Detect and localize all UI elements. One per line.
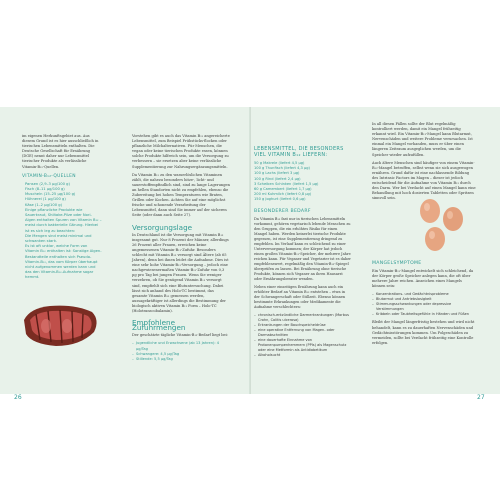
paragraph: Neben einer einseitigen Ernährung kann auch ein erhöhter Bedarf an Vitamin B₁₂ entstehen – etwa in der Schwangerschaft oder Stillzeit. Ebenso können bestimmte Erkrankungen oder Medikamente die Aufnahme verschlechtern: xyxy=(254,284,346,309)
steak-image xyxy=(20,290,100,355)
list-item: Die Mengen sind meist minimal und schwanken stark. xyxy=(25,233,92,243)
list-item: – Erkrankungen der Bauchspeicheldrüse xyxy=(254,323,351,328)
paragraph: Ein Vitamin-B₁₂-Mangel entwickelt sich schleichend, da der Körper große Speicher anlegen kann, die oft über mehrere Jahre reichen. Anzeichen eines Mangels können sein: xyxy=(372,269,474,289)
list-item: – chronisch-entzündliche Darmerkrankungen (Morbus Crohn, Colitis ulcerosa) xyxy=(254,313,351,323)
list-item: Käse (1–2 µg/100 g) xyxy=(25,202,63,207)
list-item: – eine operative Entfernung von Magen- oder Darmabschnitten xyxy=(254,328,351,338)
food-list xyxy=(254,161,351,203)
heading-zufuhrmengen: Empfohlene Zufuhrmengen xyxy=(132,318,186,333)
list-item: 50 g Makrele (liefert 4,5 µg) xyxy=(254,161,305,165)
right-page xyxy=(250,107,500,401)
heading-besonderer-bedarf: BESONDERER BEDARF xyxy=(254,208,311,214)
heading-mangelsymptome: MANGELSYMPTOME xyxy=(372,261,422,266)
list-item: 3 Scheiben Schinken (liefert 1,5 µg) xyxy=(254,181,319,186)
list-item: Einige pflanzliche Produkte wie Sauerkraut, Shiitake-Pilze oder Nori-Algen enthalten Spuren von Vitamin B₁₂ – meist durch bakterielle Gärung. Hierbei ist es sich leg zu beachten: xyxy=(25,207,102,233)
list-item: 100 g Rind (liefert 2,4 µg) xyxy=(254,176,301,181)
list-item: – Jugendliche und Erwachsene (ab 13 Jahren): 4 µg/Tag xyxy=(132,341,230,351)
paragraph: Bleibt der Mangel längerfristig bestehen und wird nicht behandelt, kann es zu dauerhaften Nervenschäden und Gedächtnisstörungen kommen. Um Folgeschäden zu vermeiden, sollte bei Verdacht frühzeitig eine Kontrolle erfolgen. xyxy=(372,320,475,345)
paragraph: In all diesen Fällen sollte der Blut regelmäßig kontrolliert werden, damit ein Mangel frühzeitig erkannt wird. Ein Vitamin-B₁₂-Mangel kann Blutarmut, Nervenschäden und weitere Probleme verursachen. Ist einmal ein Mangel vorhanden, muss er über einen längeren Zeitraum ausgeglichen werden, um die Speicher wieder aufzufüllen. xyxy=(372,122,473,157)
paragraph: Auch ältere Menschen sind häufiger von einem Vitamin-B₁₂-Mangel betroffen, selbst wenn sie sich ausgewogen ernähren. Grund dafür ist eine nachlassende Bildung des Intrinsic Factors im Magen – dieser ist jedoch entscheidend für die Aufnahme von Vitamin B₁₂ durch den Darm. Wer bei Verdacht auf einen Mangel kann eine Behandlung mit hoch dosierten Tabletten oder Spritzen sinnvoll sein. xyxy=(372,160,476,201)
list-item: 100 g Thunfisch (liefert 4,3 µg) xyxy=(254,166,310,171)
right-column-1 xyxy=(254,142,351,358)
list-item: – Alkoholsucht xyxy=(254,353,351,358)
list-item: – Kribbeln oder Taubheitsgefühle in Händen und Füßen xyxy=(372,312,476,317)
list-item: Es ist oft unklar, welche Form von Vitamin B₁₂ enthalten ist: Sonstige Algen-Bestandteile enthalten sich Pseudo-Vitamin-B₁₂, das vom Körper überhaupt nicht aufgenommen werden kann und das den Vitamin-B₁₂-Aufnahme sogar hemmt. xyxy=(25,244,102,280)
list-item: 200 ml Kuhmilch (liefert 0,8 µg) xyxy=(254,192,312,197)
list-item: 60 g Camembert (liefert 1,7 µg) xyxy=(254,187,312,192)
paragraph: Vorstehen gibt es auch das Vitamin B₁₂ angereicherte Lebensmittel, zum Beispiel Frühstücks-flocken oder pflanzliche Milchalternativen. Für Menschen, die vegan oder keine tierischen Produkte essen, können solche Produkte hilfreich sein, um die Versorgung zu verbessern – sie ersetzen aber keine verlässliche Supplementierung zur Nahrungsergänzungsmitteln. xyxy=(132,134,230,169)
list-item: – Stimmungsschwankungen oder depressive Verstimmungen xyxy=(372,302,476,312)
paragraph: Der geschätzte tägliche Vitamin-B₁₂-Bedarf liegt bei: xyxy=(132,333,229,338)
list-item: 150 g Joghurt (liefert 0,6 µg) xyxy=(254,197,306,202)
list-item: – Konzentrations- und Gedächtnisprobleme xyxy=(372,292,476,297)
list-item: 100 g Lachs (liefert 3 µg) xyxy=(254,171,300,176)
left-column-1 xyxy=(22,134,102,281)
list-item: Muscheln (15–25 µg/100 g) xyxy=(25,192,76,197)
risk-list xyxy=(254,313,351,358)
intro-paragraph: im eigenen Herkunftsgebiet aus. Aus diesem Grund ist es hier ausschließlich in tierischen Lebensmitteln enthalten. Die Deutsche Gesellschaft für Ernährung (DGE) nennt daher nur Lebensmittel tierischer Produkte als verlässliche Vitamin-B₁₂-Quellen. xyxy=(22,134,99,169)
sources-list xyxy=(22,182,102,281)
paragraph: In Deutschland ist die Versorgung mit Vitamin B₁₂ insgesamt gut. Nur 8 Prozent der Männer, allerdings 26 Prozent aller Frauen, erreichen keine angemessenen Vitamin-B₁₂-Zufuhr. Besonders schlecht mit Vitamin B₁₂ versorgt sind Ältere (ab 65 Jahren), denn bei ihnen leidet die Aufnahme. Dies ist eine sehr hohe Vitamin-B₁₂-Versorgung – jedoch eine nachgewiesenermaßen Vitamin-B₁₂-Zufuhr von 0,3 µg pro Tag bei jungen Frauen. Wenn Sie weniger verzehren, ob Sie genügend Vitamin B₁₂ versorgt sind, empfiehlt sich eine Blutuntersuchung. Dabei lässt sich anhand des Holo-TC bestimmt, das gesamte Vitamin B₁₂ gemessen werden, aussagekräftiger ist allerdings die Bestimmung der biologisch aktiven Vitamin B₁₂ Form – Holo-TC (Holotranscobalamin). xyxy=(132,232,229,313)
list-item: – eine dauerhafte Einnahme von Protonenpumpenhemmern (PPIs) als Magenschutz oder eine Metformin als Antidiabetikum xyxy=(254,338,351,353)
right-column-2 xyxy=(372,122,476,204)
left-column-2 xyxy=(132,134,230,362)
right-column-3 xyxy=(372,257,476,349)
list-item: Fisch (8–11 µg/100 g) xyxy=(25,186,65,191)
heading-versorgungslage: Versorgungslage xyxy=(132,222,193,232)
spread-background xyxy=(0,107,500,401)
list-item: – Stillende: 5,5 µg/Tag xyxy=(132,357,230,362)
eggs-image xyxy=(413,197,473,253)
paragraph: Da Vitamin B₁₂ zu den wasserlöslichen Vitaminen zählt, die nahezu besonders hitze-, licht- und sauerstoffempfindlich sind, sind zu lange Lagerungen an hellen Standorten nicht zu empfehlen, ebenso die Zubereitung bei hohen Temperaturen wie Braten, Grillen oder Kochen. Achten Sie auf eine möglichst frische und schonende Verarbeitung der Lebensmittel, dann sind Sie immer auf der sicheren Seite (oder dann auch Seite 27). xyxy=(132,172,230,218)
list-item: – Blutarmut und Antriebslosigkeit xyxy=(372,297,476,302)
page-number-right: 27 xyxy=(477,394,485,401)
left-page xyxy=(0,107,250,401)
sources-box-title: VITAMIN-B₁₂-QUELLEN xyxy=(22,173,76,179)
paragraph: Da Vitamin B₁₂ fast nur in tierischen Lebensmitteln vorkommt, gehören vegetarisch lebende Menschen zu den Gruppen, die ein erhöhtes Risiko für einen Mangel haben. Werden keinerlei tierische Produkte gegessen, ist eine Supplementierung dringend zu empfehlen. Im Verlauf kann es schleichend zu einer Unterversorgung kommen; der Körper hat jedoch einen großen Vitamin-B₁₂-Speicher, der mehrere Jahre reichen kann. Für Veganer und Vegetarier ist es daher empfehlenswert, regelmäßig den Vitamin-B₁₂-Spiegel überprüfen zu lassen. Bei Ernährung ohne tierische Produkte, können sich Veganer an ihren Hausarzt oder Ernährungsberater wenden. xyxy=(254,216,351,281)
intake-list xyxy=(132,341,230,362)
food-box-title: LEBENSMITTEL, DIE BESONDERS VIEL VITAMIN B₁₂ LIEFERN: xyxy=(254,146,344,158)
list-item: – Schwangere: 4,5 µg/Tag xyxy=(132,352,230,357)
list-item: Hühnerei (1 µg/100 g) xyxy=(25,197,66,202)
page-number-left: 26 xyxy=(14,394,22,401)
list-item: Pansen (2,9–3 µg/100 g) xyxy=(25,181,70,186)
symptom-list xyxy=(372,292,476,317)
